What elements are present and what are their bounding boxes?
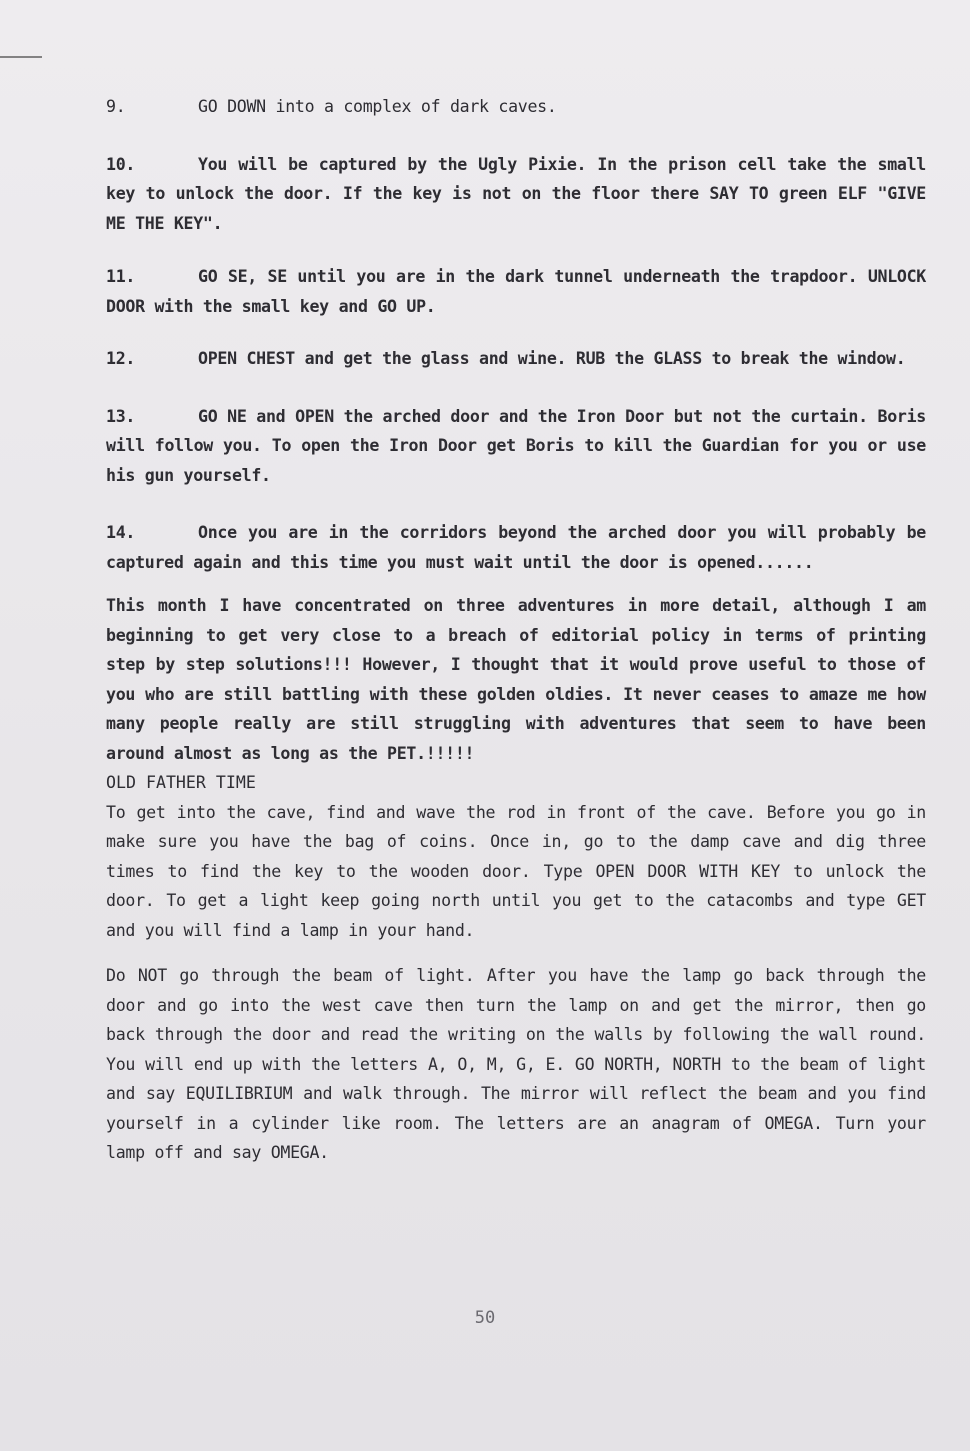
step-item-14 <box>106 518 926 577</box>
step-item-12 <box>106 344 926 374</box>
step-text: OPEN CHEST and get the glass and wine. RUB the GLASS to break the window. <box>198 349 906 368</box>
cave-paragraph: To get into the cave, find and wave the rod in front of the cave. Before you go in make sure you have the bag of coins. Once in, go to the damp cave and dig three times to find the key to the wooden door. Type OPEN DOOR WITH KEY to unlock the door. To get a light keep going north until you get to the catacombs and type GET and you will find a lamp in your hand. <box>106 802 926 940</box>
step-text: GO NE and OPEN the arched door and the Iron Door but not the curtain. Boris will follow you. To open the Iron Door get Boris to kill the Guardian for you or use his gun yourself. <box>106 406 926 485</box>
step-number: 10. <box>106 154 136 174</box>
step-item-11 <box>106 262 926 321</box>
page-edge-mark <box>0 56 42 58</box>
step-number: 12. <box>106 349 136 368</box>
step-text: You will be captured by the Ugly Pixie. In the prison cell take the small key to unlock the door. If the key is not on the floor there SAY TO green ELF "GIVE ME THE KEY". <box>106 154 926 233</box>
step-text: GO SE, SE until you are in the dark tunnel underneath the trapdoor. UNLOCK DOOR with the small key and GO UP. <box>106 267 926 316</box>
step-number: 13. <box>106 406 136 426</box>
section-heading: OLD FATHER TIME <box>106 773 256 792</box>
step-item-13 <box>106 402 926 491</box>
step-number: 11. <box>106 267 136 286</box>
intro-paragraph: This month I have concentrated on three adventures in more detail, although I am beginning to get very close to a breach of editorial policy in terms of printing step by step solutions!!! However, I thought that it would prove useful to those of you who are still battling with these golden oldies. It never ceases to amaze me how many people really are still struggling with adventures that seem to have been around almost as long as the PET.!!!!! <box>106 596 926 763</box>
beam-paragraph: Do NOT go through the beam of light. After you have the lamp go back through the door and go into the west cave then turn the lamp on and get the mirror, then go back through the door and read the writing on the walls by following the wall round. You will end up with the letters A, O, M, G, E. GO NORTH, NORTH to the beam of light and say EQUILIBRIUM and walk through. The mirror will reflect the beam and you find yourself in a cylinder like room. The letters are an anagram of OMEGA. Turn your lamp off and say OMEGA. <box>106 966 926 1162</box>
step-text: GO DOWN into a complex of dark caves. <box>198 97 557 116</box>
step-text: Once you are in the corridors beyond the arched door you will probably be captured again and this time you must wait until the door is opened...... <box>106 523 926 572</box>
step-number: 14. <box>106 523 136 542</box>
step-number: 9. <box>106 97 126 116</box>
page-number: 50 <box>474 1308 496 1328</box>
page-content <box>106 92 926 1168</box>
step-item-9 <box>106 92 926 122</box>
step-item-10 <box>106 150 926 239</box>
